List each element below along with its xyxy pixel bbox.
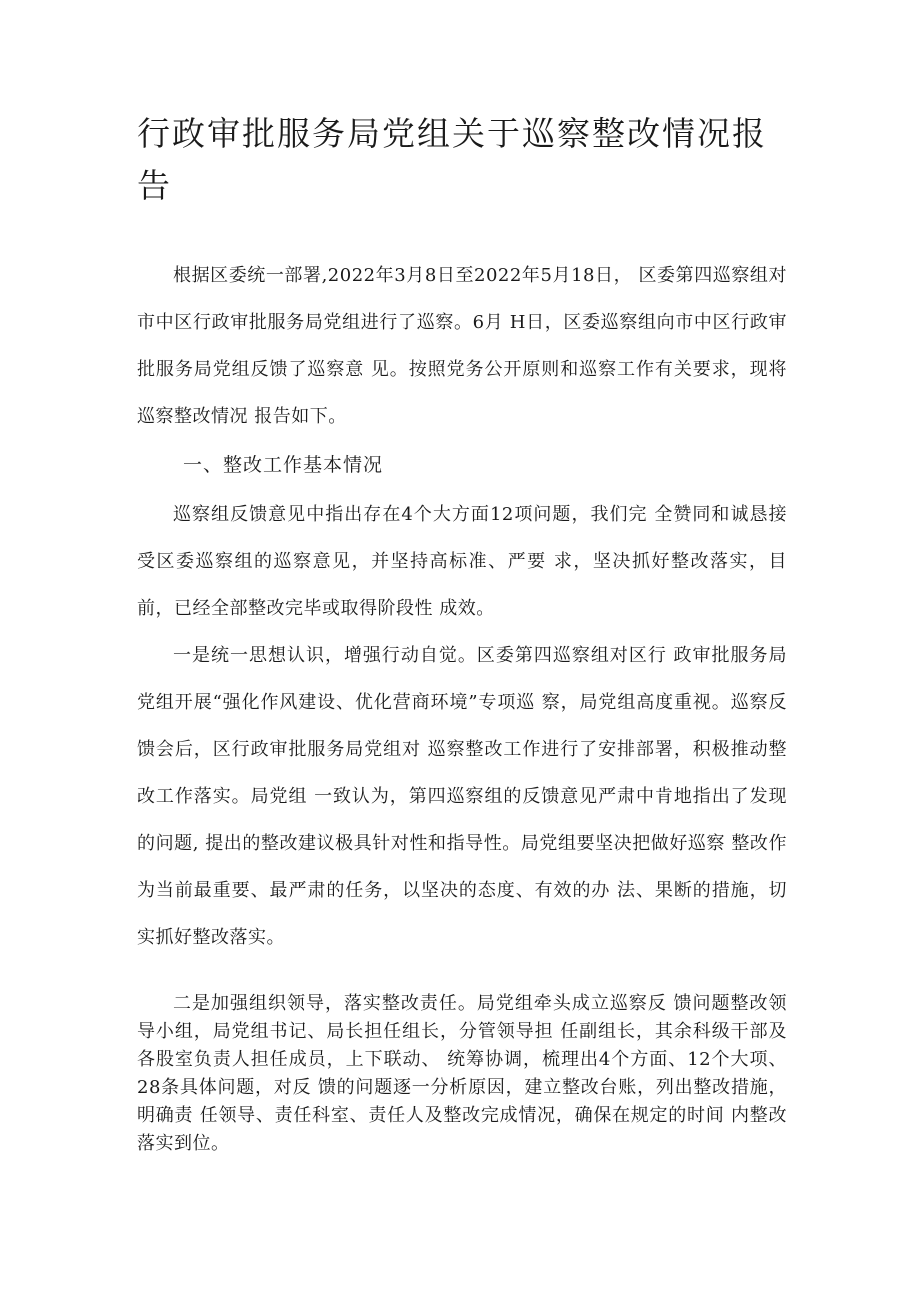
document-title: 行政审批服务局党组关于巡察整改情况报告 [137, 114, 767, 205]
paragraph-intro: 根据区委统一部署,2022年3月8日至2022年5月18日， 区委第四巡察组对市中区行政审批服务局党组进行了巡察。6月 H日，区委巡察组向市中区行政审批服务局党组反馈了巡察意 见。按照党务公开原则和巡察工作有关要求，现将巡察整改情况 报告如下。 [137, 265, 787, 427]
paragraph-unify-thinking: 一是统一思想认识，增强行动自觉。区委第四巡察组对区行 政审批服务局党组开展“强化作风建设、优化营商环境”专项巡 察，局党组高度重视。巡察反馈会后，区行政审批服务局党组对 巡察整改工作进行了安排部署，积极推动整改工作落实。局党组 一致认为，第四巡察组的反馈意见严肃中肯地指出了发现的问题, 提出的整改建议极具针对性和指导性。局党组要坚决把做好巡察 整改作为当前最重要、最严肃的任务，以坚决的态度、有效的办 法、果断的措施，切实抓好整改落实。 [137, 645, 787, 948]
section-heading-1: 一、整改工作基本情况 [183, 454, 384, 476]
paragraph-leadership: 二是加强组织领导，落实整改责任。局党组牵头成立巡察反 馈问题整改领导小组，局党组书记、局长担任组长，分管领导担 任副组长，其余科级干部及各股室负责人担任成员，上下联动、 统筹协调，梳理出4个方面、12个大项、28条具体问题，对反 馈的问题逐一分析原因，建立整改台账，列出整改措施，明确责 任领导、责任科室、责任人及整改完成情况，确保在规定的时间 内整改落实到位。 [137, 993, 787, 1154]
paragraph-feedback: 巡察组反馈意见中指出存在4个大方面12项问题，我们完 全赞同和诚恳接受区委巡察组的巡察意见，并坚持高标准、严要 求，坚决抓好整改落实，目前，已经全部整改完毕或取得阶段性 成效。 [137, 504, 787, 619]
